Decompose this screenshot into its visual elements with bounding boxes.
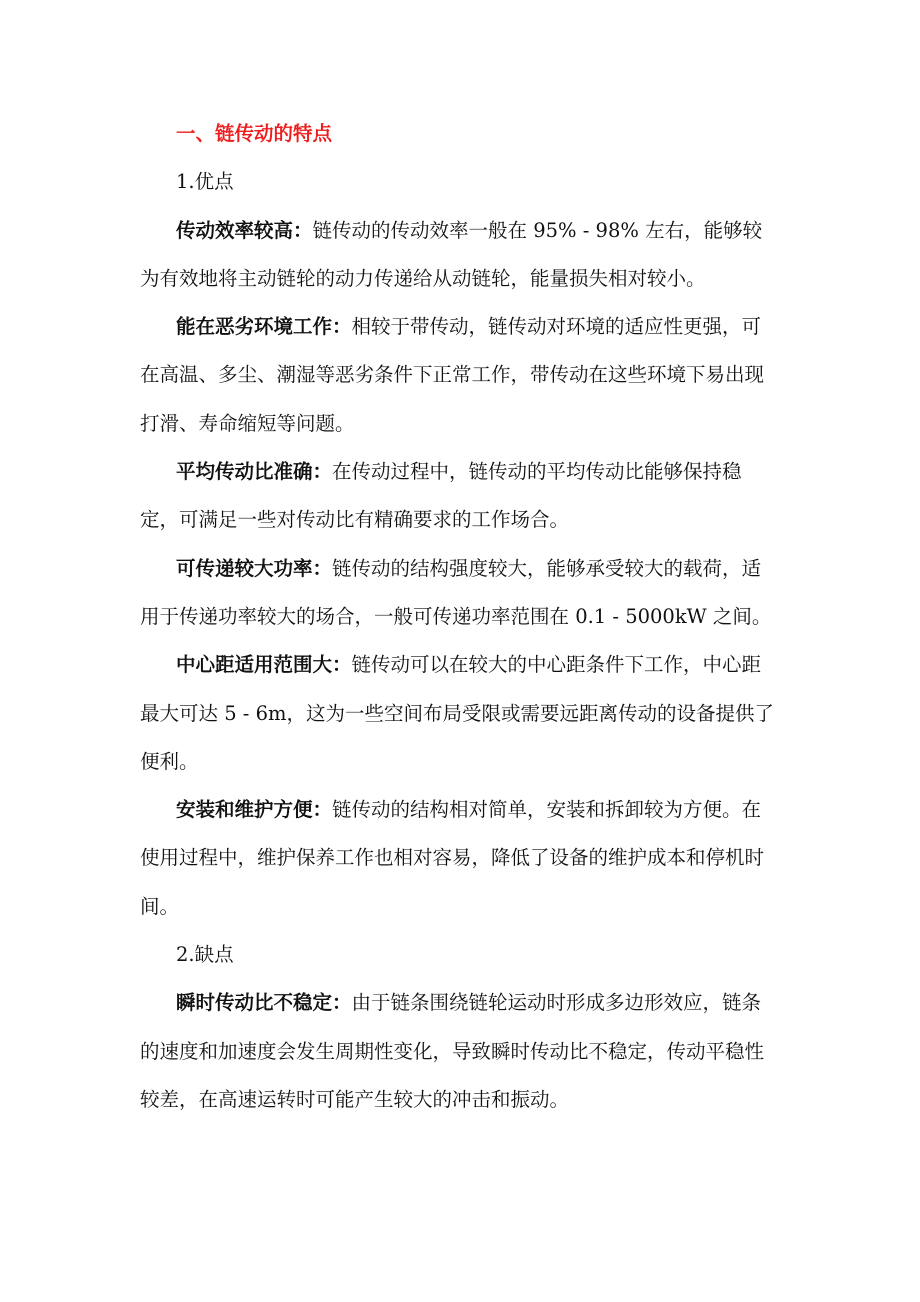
advantage-term: 安装和维护方便： (176, 798, 333, 822)
advantage-text: 在传动过程中，链传动的平均传动比能够保持稳定，可满足一些对传动比有精确要求的工作场合。 (140, 460, 742, 532)
advantage-term: 可传递较大功率： (176, 556, 333, 580)
disadvantage-instant-ratio (140, 979, 780, 1124)
advantages-heading: 1.优点 (176, 170, 234, 194)
advantage-text: 相较于带传动，链传动对环境的适应性更强，可在高温、多尘、潮湿等恶劣条件下正常工作，带传动在这些环境下易出现打滑、寿命缩短等问题。 (140, 315, 765, 435)
advantage-maintenance (140, 786, 780, 931)
document-body (140, 110, 780, 1124)
advantage-average-ratio (140, 448, 780, 545)
disadvantage-term: 瞬时传动比不稳定： (176, 991, 352, 1015)
advantage-term: 传动效率较高： (176, 218, 313, 242)
advantage-center-distance (140, 641, 780, 786)
advantage-efficiency (140, 207, 780, 304)
advantage-harsh-environment (140, 303, 780, 448)
disadvantages-heading: 2.缺点 (176, 943, 234, 967)
advantage-term: 中心距适用范围大： (176, 653, 352, 677)
advantage-text: 链传动可以在较大的中心距条件下工作，中心距最大可达 5 - 6m，这为一些空间布局受限或需要远距离传动的设备提供了便利。 (140, 653, 774, 773)
disadvantage-text: 由于链条围绕链轮运动时形成多边形效应，链条的速度和加速度会发生周期性变化，导致瞬时传动比不稳定，传动平稳性较差，在高速运转时可能产生较大的冲击和振动。 (140, 991, 765, 1111)
section-title: 一、链传动的特点 (176, 122, 333, 145)
advantage-text: 链传动的结构强度较大，能够承受较大的载荷，适用于传递功率较大的场合，一般可传递功率范围在 0.1 - 5000kW 之间。 (140, 556, 772, 628)
advantage-text: 链传动的结构相对简单，安装和拆卸较为方便。在使用过程中，维护保养工作也相对容易，降低了设备的维护成本和停机时间。 (140, 798, 765, 918)
advantage-term: 平均传动比准确： (176, 460, 333, 484)
advantage-text: 链传动的传动效率一般在 95% - 98% 左右，能够较为有效地将主动链轮的动力传递给从动链轮，能量损失相对较小。 (140, 218, 763, 290)
advantage-term: 能在恶劣环境工作： (176, 315, 352, 339)
advantage-high-power (140, 545, 780, 642)
